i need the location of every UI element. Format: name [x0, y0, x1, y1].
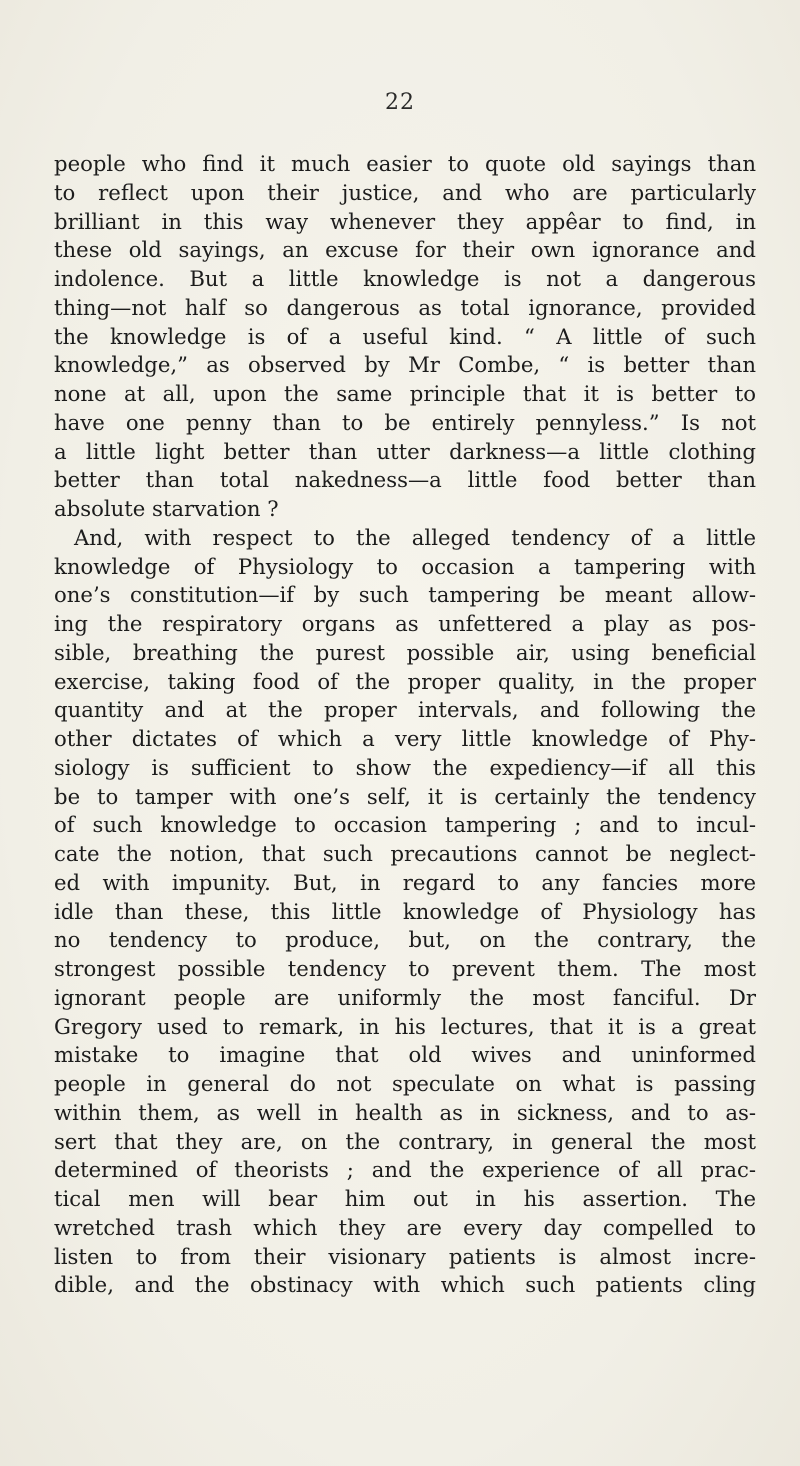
text-line: strongest possible tendency to prevent them. The most: [54, 956, 756, 981]
text-line: cate the notion, that such precautions cannot be neglect-: [54, 841, 756, 866]
text-line: quantity and at the proper intervals, and following the: [54, 697, 756, 723]
text-line: sible, breathing the purest possible air, using beneficial: [54, 639, 756, 665]
page-number: 22: [385, 90, 415, 115]
text-line: And, with respect to the alleged tendency of a little: [74, 524, 756, 550]
text-line: one’s constitution—if by such tampering be meant allow-: [54, 582, 756, 608]
text-line: brilliant in this way whenever they appêar to find, in: [54, 208, 756, 234]
text-line: knowledge,” as observed by Mr Combe, “ is better than: [54, 352, 756, 378]
text-line: better than total nakedness—a little food better than: [54, 467, 756, 493]
text-line: other dictates of which a very little knowledge of Phy-: [54, 726, 756, 751]
text-line: within them, as well in health as in sickness, and to as-: [54, 1099, 756, 1125]
text-line: sert that they are, on the contrary, in general the most: [54, 1128, 756, 1154]
text-line: a little light better than utter darkness—a little clothing: [54, 438, 756, 464]
body-text: [54, 150, 756, 1300]
text-line: ignorant people are uniformly the most fanciful. Dr: [54, 984, 756, 1010]
text-line: siology is sufficient to show the expediency—if all this: [54, 754, 756, 780]
text-line: wretched trash which they are every day compelled to: [54, 1214, 756, 1240]
text-line: be to tamper with one’s self, it is certainly the tendency: [54, 783, 756, 809]
text-line: exercise, taking food of the proper quality, in the proper: [54, 668, 756, 694]
text-line: indolence. But a little knowledge is not a dangerous: [54, 266, 756, 291]
text-line: tical men will bear him out in his assertion. The: [54, 1186, 756, 1211]
text-line: determined of theorists ; and the experience of all prac-: [54, 1157, 756, 1183]
text-line: have one penny than to be entirely pennyless.” Is not: [54, 409, 756, 435]
text-line: dible, and the obstinacy with which such patients cling: [54, 1272, 756, 1298]
text-line: thing—not half so dangerous as total ignorance, provided: [54, 294, 756, 320]
text-line: knowledge of Physiology to occasion a tampering with: [54, 553, 756, 579]
text-line: the knowledge is of a useful kind. “ A little of such: [54, 323, 756, 349]
text-line: of such knowledge to occasion tampering ; and to incul-: [54, 812, 756, 838]
text-line: absolute starvation ?: [54, 496, 279, 521]
text-line: listen to from their visionary patients is almost incre-: [54, 1243, 756, 1269]
text-line: people in general do not speculate on what is passing: [54, 1071, 756, 1096]
text-line: Gregory used to remark, in his lectures, that it is a great: [54, 1013, 756, 1039]
text-line: ing the respiratory organs as unfettered a play as pos-: [54, 611, 756, 636]
text-line: people who find it much easier to quote old sayings than: [54, 151, 756, 176]
text-line: to reflect upon their justice, and who are particularly: [54, 179, 756, 205]
text-line: ed with impunity. But, in regard to any fancies more: [54, 869, 756, 895]
text-line: these old sayings, an excuse for their own ignorance and: [54, 237, 756, 263]
text-line: none at all, upon the same principle that it is better to: [54, 381, 756, 406]
text-line: mistake to imagine that old wives and uninformed: [54, 1042, 756, 1068]
text-line: no tendency to produce, but, on the contrary, the: [54, 927, 756, 953]
text-line: idle than these, this little knowledge of Physiology has: [54, 898, 756, 924]
